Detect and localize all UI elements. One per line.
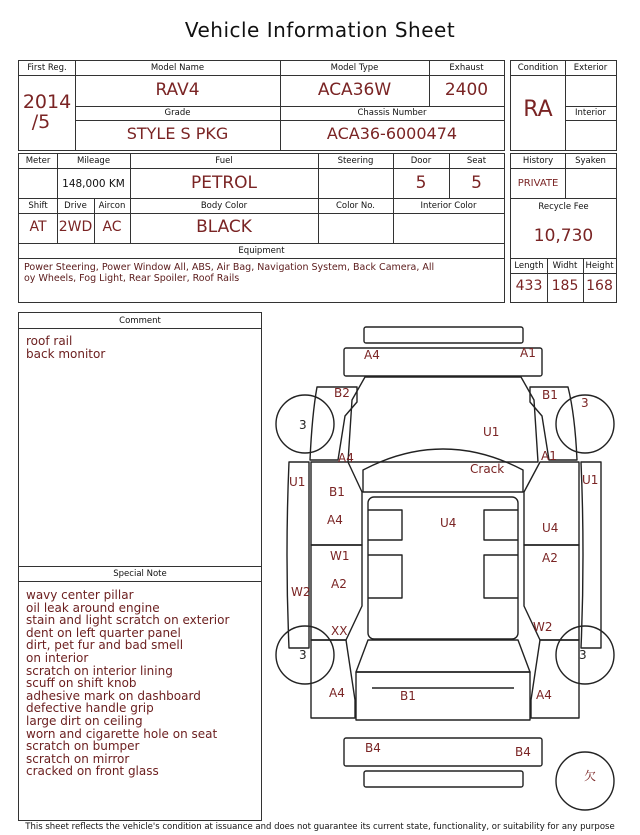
model-type-value: ACA36W xyxy=(317,80,392,100)
special-note-label: Special Note xyxy=(113,569,167,579)
chassis-number-value: ACA36-6000474 xyxy=(326,124,458,143)
special-note-item: scuff on shift knob xyxy=(26,676,137,691)
special-note-item: scratch on mirror xyxy=(26,751,130,766)
shift-label: Shift xyxy=(28,201,48,211)
special-note-item: on interior xyxy=(26,651,89,665)
shift-value: AT xyxy=(29,219,47,235)
steering-label: Steering xyxy=(337,156,374,166)
mark-left-front-door-a: A4 xyxy=(327,513,343,527)
body-color-value: BLACK xyxy=(196,217,252,237)
mark-left-rear-corner: A4 xyxy=(329,686,345,700)
first-reg-month: /5 xyxy=(31,111,51,133)
recycle-fee-label: Recycle Fee xyxy=(538,202,589,212)
aircon-label: Aircon xyxy=(98,201,126,211)
drive-value: 2WD xyxy=(58,219,93,235)
recycle-fee-value: 10,730 xyxy=(533,226,594,246)
disclaimer-footer: This sheet reflects the vehicle's condition at issuance and does not guarantee its current state, functionality, or suitability for any purpose xyxy=(25,822,615,832)
mark-right-side-front: U1 xyxy=(582,473,599,487)
special-note-item: large dirt on ceiling xyxy=(26,714,143,728)
mark-hood: U1 xyxy=(483,425,500,439)
mark-rear-wheel-left: 3 xyxy=(299,648,307,662)
mark-rear-bumper-left: B4 xyxy=(365,741,381,755)
mark-right-rear-corner: A4 xyxy=(536,688,552,702)
mark-front-fender-left: B2 xyxy=(334,386,350,400)
mark-rear-bumper-right: B4 xyxy=(515,745,531,759)
mark-left-rear-door-a: A2 xyxy=(331,577,347,591)
equipment-label: Equipment xyxy=(238,246,285,256)
mark-left-front-door-b: B1 xyxy=(329,485,345,499)
mark-left-rocker: W2 xyxy=(291,585,311,599)
mileage-label: Mileage xyxy=(76,156,111,166)
length-value: 433 xyxy=(515,278,543,294)
special-note-item: scratch on bumper xyxy=(26,739,140,754)
grade-value: STYLE S PKG xyxy=(126,124,229,143)
height-label: Height xyxy=(585,261,614,271)
equipment-line-2: oy Wheels, Fog Light, Rear Spoiler, Roof Rails xyxy=(24,273,240,284)
special-note-item: adhesive mark on dashboard xyxy=(26,688,201,703)
mark-front-fender-right: B1 xyxy=(542,388,558,402)
mark-rear-wheel-right: 3 xyxy=(579,648,587,662)
condition-grade: RA xyxy=(523,97,553,122)
special-note-item: cracked on front glass xyxy=(26,764,159,779)
mark-right-rear-door: A2 xyxy=(542,551,558,565)
mark-front-bumper-left: A4 xyxy=(364,348,380,362)
seat-value: 5 xyxy=(471,173,482,193)
syaken-label: Syaken xyxy=(575,156,606,166)
fuel-label: Fuel xyxy=(215,156,233,166)
exhaust-value: 2400 xyxy=(444,80,489,100)
model-type-label: Model Type xyxy=(330,63,379,73)
special-note-item: dirt, pet fur and bad smell xyxy=(26,638,184,653)
door-value: 5 xyxy=(415,173,427,193)
exhaust-label: Exhaust xyxy=(449,63,484,73)
mark-left-a-pillar: A4 xyxy=(338,451,354,465)
special-note-item: wavy center pillar xyxy=(26,588,134,602)
equipment-line-1: Power Steering, Power Window All, ABS, Air Bag, Navigation System, Back Camera, All xyxy=(24,262,435,273)
aircon-value: AC xyxy=(102,219,122,235)
mark-right-front-door: U4 xyxy=(542,521,559,535)
special-note-item: worn and cigarette hole on seat xyxy=(26,726,218,741)
mark-windshield: Crack xyxy=(470,462,505,476)
height-value: 168 xyxy=(586,278,613,294)
special-note-item: defective handle grip xyxy=(26,701,154,716)
special-note-item: scratch on interior lining xyxy=(26,663,173,678)
mark-right-a-pillar: A1 xyxy=(541,449,557,463)
mileage-value: 148,000 KM xyxy=(62,178,125,190)
history-label: History xyxy=(522,156,554,166)
body-color-label: Body Color xyxy=(200,201,248,211)
color-no-label: Color No. xyxy=(335,201,375,211)
drive-label: Drive xyxy=(64,201,87,211)
width-value: 185 xyxy=(551,278,579,294)
exterior-label: Exterior xyxy=(573,63,608,73)
first-reg-year: 2014 xyxy=(22,91,72,113)
mark-front-wheel-right: 3 xyxy=(581,396,589,410)
mark-left-quarter: XX xyxy=(331,624,348,638)
history-value: PRIVATE xyxy=(517,178,559,189)
comment-item: roof rail xyxy=(26,334,73,348)
interior-color-label: Interior Color xyxy=(420,201,477,211)
model-name-value: RAV4 xyxy=(155,80,200,100)
width-label: Widht xyxy=(552,261,578,271)
mark-front-wheel-left: 3 xyxy=(299,418,307,432)
special-note-item: dent on left quarter panel xyxy=(26,625,181,640)
mark-front-bumper-right: A1 xyxy=(520,346,536,360)
model-name-label: Model Name xyxy=(150,63,205,73)
special-note-item: oil leak around engine xyxy=(26,600,160,615)
chassis-number-label: Chassis Number xyxy=(357,108,427,118)
special-note-item: stain and light scratch on exterior xyxy=(26,613,230,628)
comment-label: Comment xyxy=(119,316,161,326)
page-title: Vehicle Information Sheet xyxy=(184,18,456,42)
mark-left-side-front: U1 xyxy=(289,475,306,489)
seat-label: Seat xyxy=(466,156,487,166)
length-label: Length xyxy=(514,261,544,271)
interior-label: Interior xyxy=(574,108,606,118)
mark-roof: U4 xyxy=(440,516,457,530)
comment-item: back monitor xyxy=(26,346,106,361)
door-label: Door xyxy=(410,156,432,166)
mark-left-rear-door-w: W1 xyxy=(330,549,350,563)
mark-right-quarter: W2 xyxy=(533,620,553,634)
first-reg-label: First Reg. xyxy=(27,63,67,73)
grade-label: Grade xyxy=(164,108,191,118)
mark-spare-tire: 欠 xyxy=(584,769,597,783)
condition-label: Condition xyxy=(517,63,559,73)
meter-label: Meter xyxy=(25,156,51,166)
fuel-value: PETROL xyxy=(190,173,258,193)
mark-tailgate: B1 xyxy=(400,689,416,703)
